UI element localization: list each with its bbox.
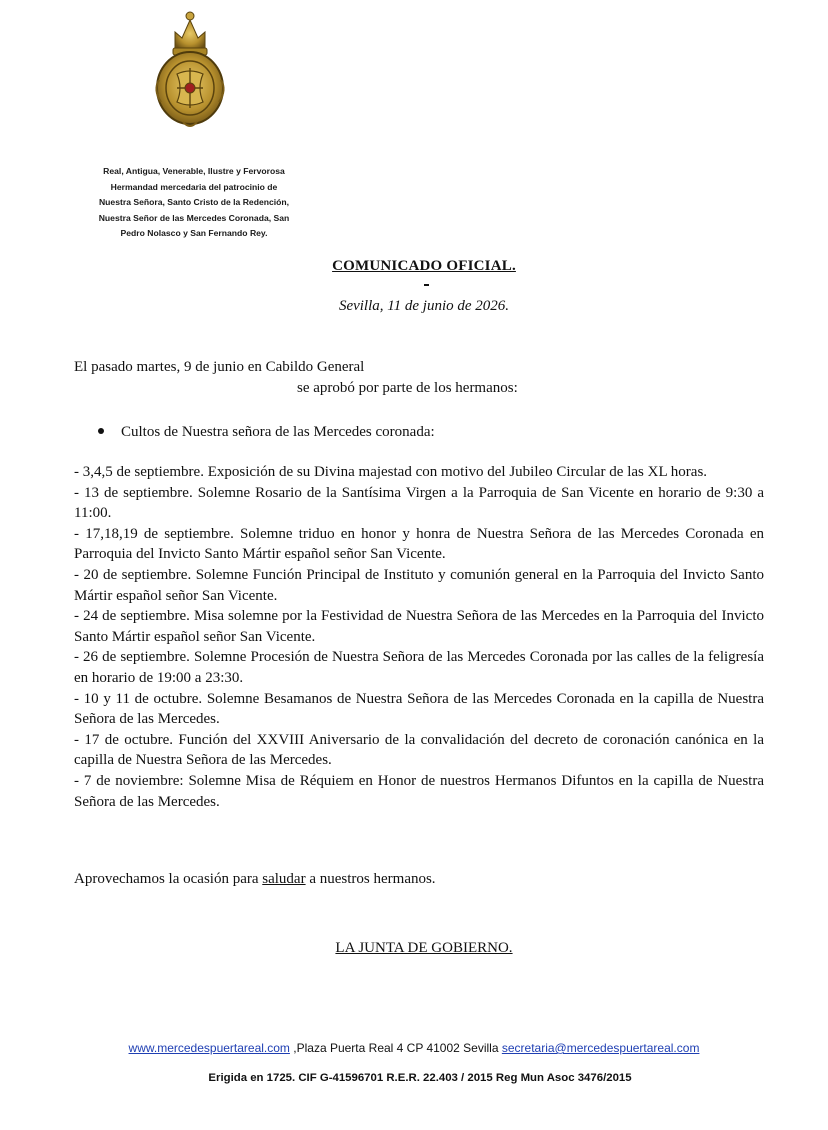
closing-text: Aprovechamos la ocasión para xyxy=(74,871,263,887)
cult-item: - 20 de septiembre. Solemne Función Principal de Instituto y comunión general en la Parroquia del Invicto Santo Mártir español señor San Vicente. xyxy=(74,566,764,604)
brotherhood-line: Nuestra Señora, Santo Cristo de la Redención, xyxy=(98,197,290,207)
cult-item: - 7 de noviembre: Solemne Misa de Réquiem en Honor de nuestros Hermanos Difuntos en la capilla de Nuestra Señora de las Mercedes. xyxy=(74,772,764,810)
cult-list xyxy=(74,462,764,812)
intro-line: se aprobó por parte de los hermanos: xyxy=(297,380,518,396)
brotherhood-name xyxy=(86,164,302,242)
brotherhood-line: Pedro Nolasco y San Fernando Rey. xyxy=(120,228,268,238)
brotherhood-line: Hermandad mercedaria del patrocinio de xyxy=(110,181,278,192)
cult-item: - 26 de septiembre. Solemne Procesión de Nuestra Señora de las Mercedes Coronada por las calles de la feligresía en horario de 19:00 a 23:30. xyxy=(74,649,764,686)
bullet-icon xyxy=(98,428,104,434)
brotherhood-line: Real, Antigua, Venerable, Ilustre y Fervorosa xyxy=(103,166,285,176)
cult-item: - 17 de octubre. Función del XXVIII Aniversario de la convalidación del decreto de coronación canónica en la capilla de Nuestra Señora de las Mercedes. xyxy=(74,731,764,769)
document-title: COMUNICADO OFICIAL. xyxy=(332,258,516,274)
cult-item: - 3,4,5 de septiembre. Exposición de su Divina majestad con motivo del Jubileo Circular de las XL horas. xyxy=(74,464,708,480)
website-link[interactable]: www.mercedespuertareal.com xyxy=(128,1041,290,1055)
footer-contact xyxy=(0,1041,828,1055)
cult-item: - 24 de septiembre. Misa solemne por la Festividad de Nuestra Señora de las Mercedes en la Parroquia del Invicto Santo Mártir español señor San Vicente. xyxy=(74,608,764,645)
brotherhood-line: Nuestra Señor de las Mercedes Coronada, San xyxy=(98,212,290,223)
closing-underlined: saludar xyxy=(262,871,306,887)
address: ,Plaza Puerta Real 4 CP 41002 Sevilla xyxy=(289,1041,502,1055)
email-link[interactable]: secretaria@mercedespuertareal.com xyxy=(501,1041,700,1055)
cult-heading-text: Cultos de Nuestra señora de las Mercedes coronada: xyxy=(121,424,435,440)
document-date: Sevilla, 11 de junio de 2026. xyxy=(338,298,510,314)
cult-item: - 17,18,19 de septiembre. Solemne triduo en honor y honra de Nuestra Señora de las Mercedes Coronada en Parroquia del Invicto Santo Mártir español señor San Vicente. xyxy=(74,525,764,563)
cult-heading xyxy=(98,424,435,441)
title-mark xyxy=(424,284,429,286)
signature: LA JUNTA DE GOBIERNO. xyxy=(335,940,513,956)
intro-line: El pasado martes, 9 de junio en Cabildo General xyxy=(74,359,365,375)
cult-item: - 10 y 11 de octubre. Solemne Besamanos de Nuestra Señora de las Mercedes Coronada en la capilla de Nuestra Señora de las Mercedes. xyxy=(74,690,764,728)
brotherhood-crest-icon xyxy=(147,10,233,130)
registry-info: Erigida en 1725. CIF G-41596701 R.E.R. 22.403 / 2015 Reg Mun Asoc 3476/2015 xyxy=(208,1072,632,1084)
cult-item: - 13 de septiembre. Solemne Rosario de la Santísima Virgen a la Parroquia de San Vicente en horario de 9:30 a 11:00. xyxy=(74,484,764,522)
closing-text-end: a nuestros hermanos. xyxy=(305,871,436,887)
closing-line xyxy=(74,871,436,888)
